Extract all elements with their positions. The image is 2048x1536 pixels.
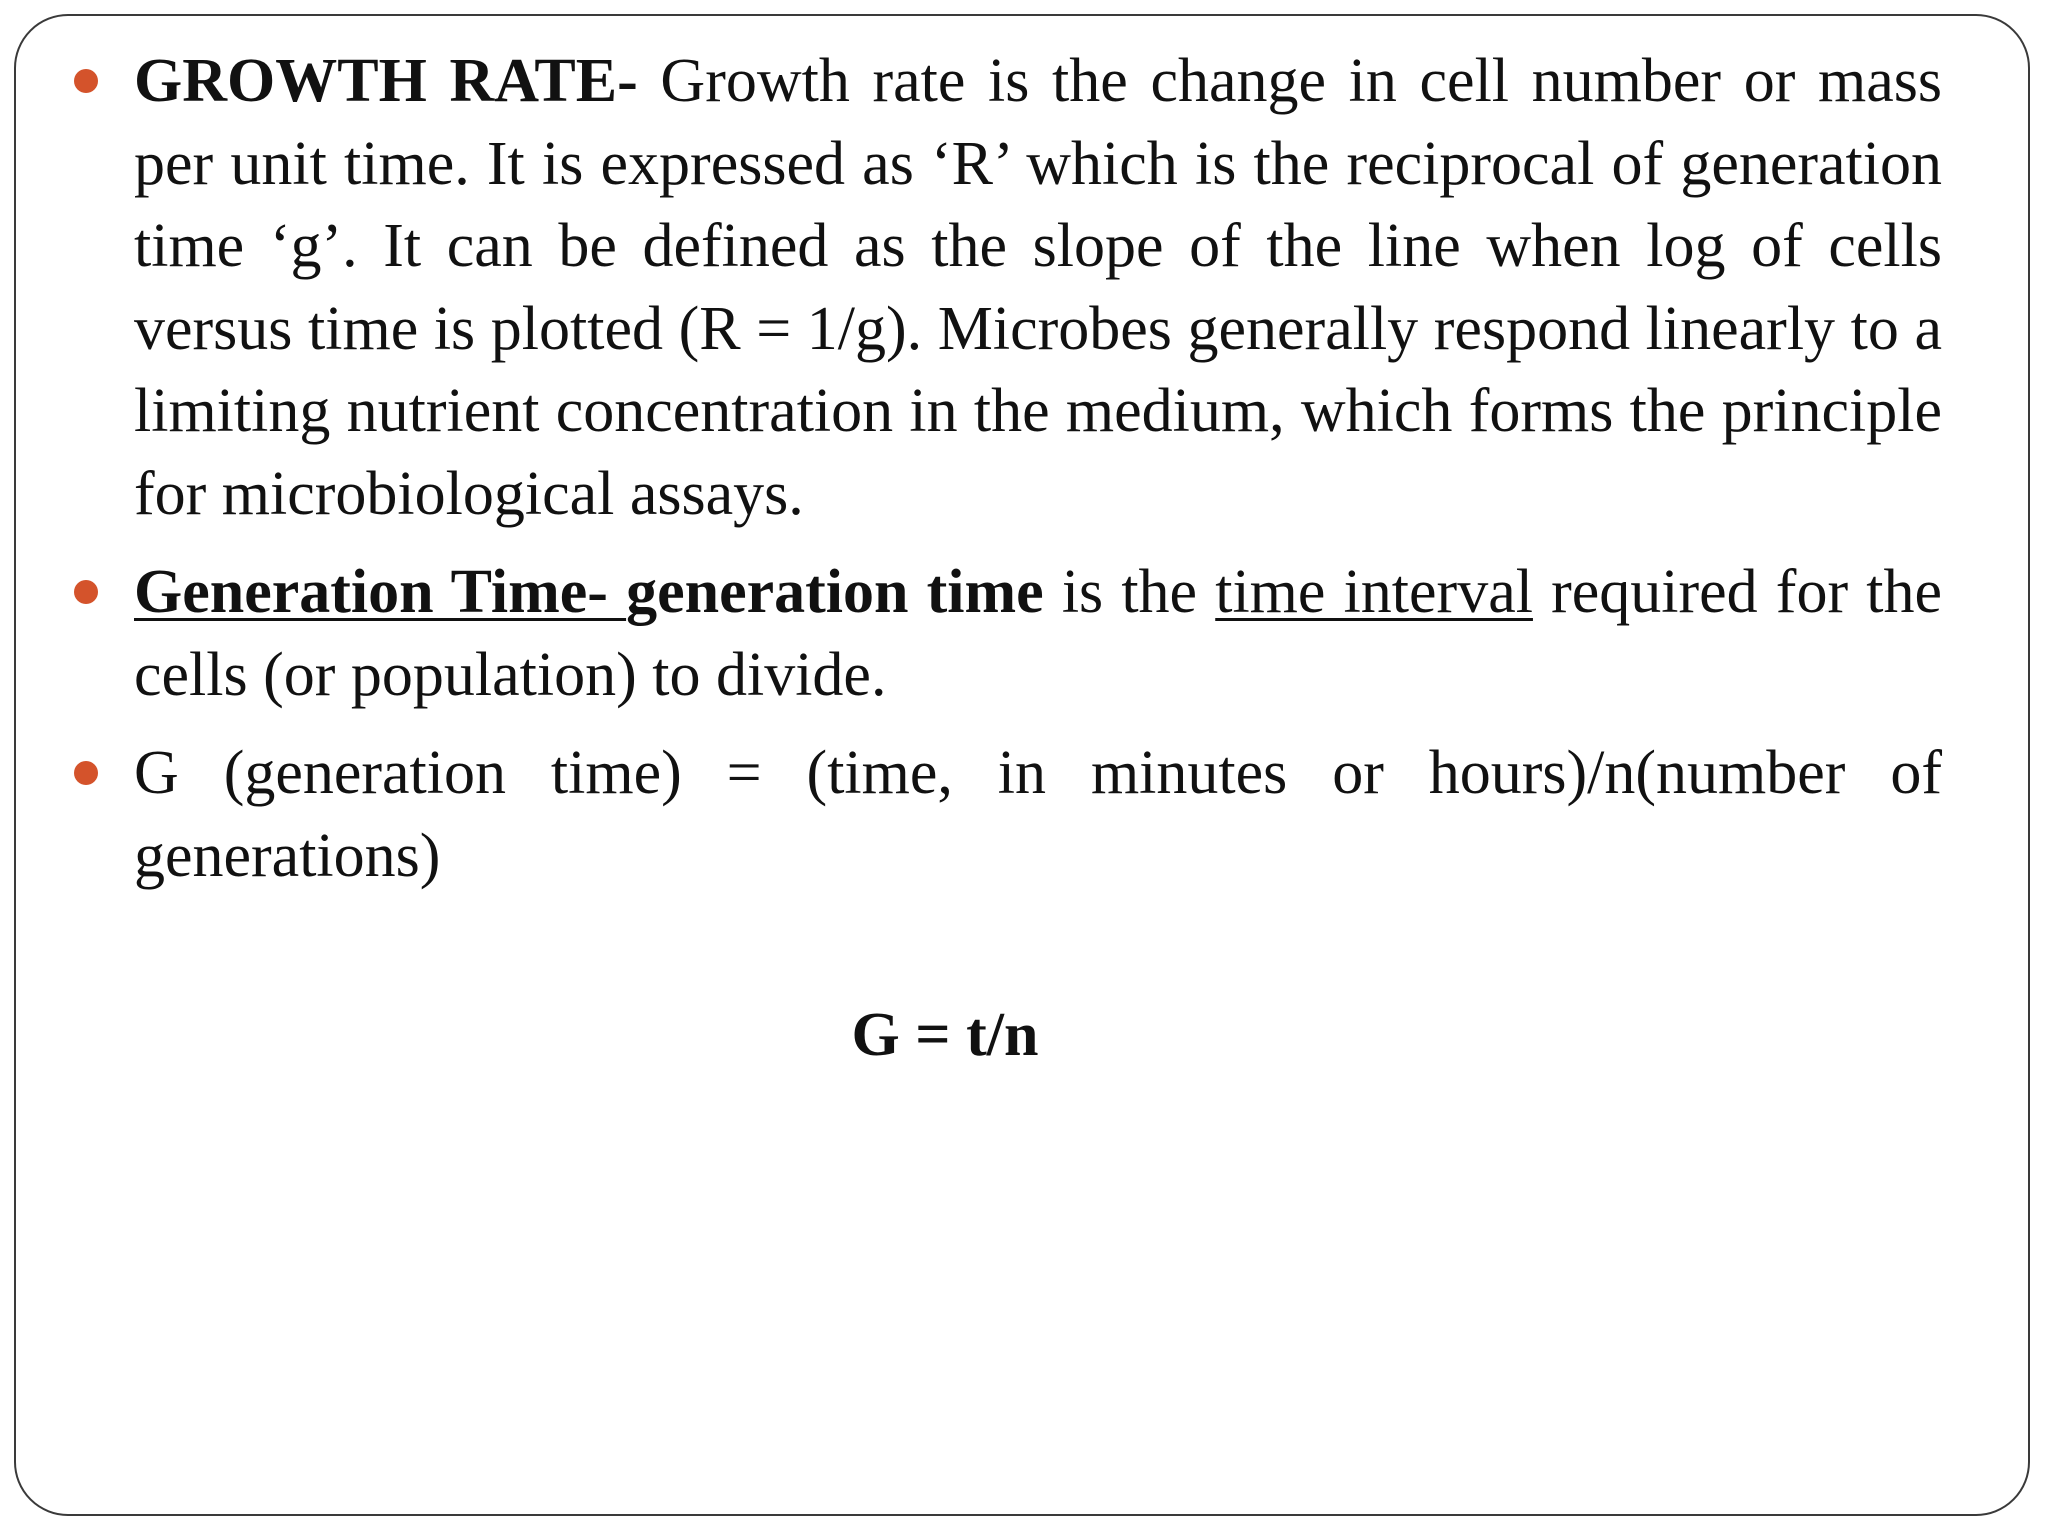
generation-time-heading: Generation Time-	[134, 558, 627, 626]
time-interval-underlined: time interval	[1215, 558, 1533, 626]
bullet-dot-icon	[74, 761, 98, 785]
growth-rate-text: Growth rate is the change in cell number or mass per unit time. It is expressed as ‘R’ which is the reciprocal of generation time ‘g’. It can be defined as the slope of the line when log of cells versus time is plotted (R = 1/g). Microbes generally respond linearly to a limiting nutrient concentration in the medium, which forms the principle for microbiological assays.	[134, 47, 1943, 528]
formula-g-equals-t-over-n: G = t/n	[851, 1001, 1039, 1069]
generation-time-term: generation time	[626, 558, 1044, 626]
slide-content	[134, 40, 1942, 913]
bullet-dot-icon	[74, 580, 98, 604]
bullet-dot-icon	[74, 69, 98, 93]
bullet-generation-time	[134, 551, 1942, 716]
generation-time-text-before: is the	[1043, 558, 1216, 626]
bullet-generation-formula	[134, 732, 1942, 897]
bullet-growth-rate	[134, 40, 1942, 535]
generation-formula-text: G (generation time) = (time, in minutes or hours)/n(number of generations)	[134, 739, 1942, 890]
generation-time-text-after: required for the cells (or population) to divide.	[134, 558, 1943, 709]
growth-rate-heading: GROWTH RATE-	[134, 47, 638, 115]
